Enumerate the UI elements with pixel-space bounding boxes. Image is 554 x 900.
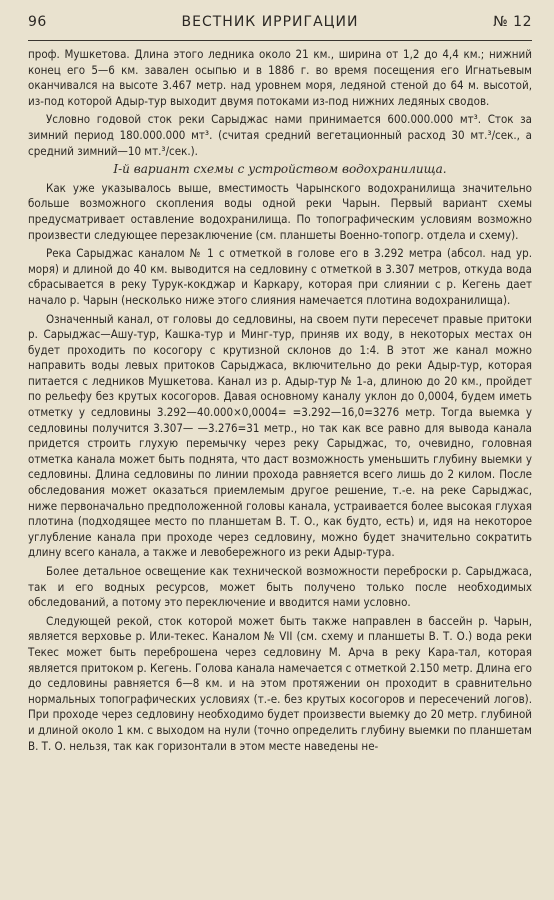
page-header — [28, 14, 532, 36]
section-heading: I-й вариант схемы с устройством водохранилища. — [113, 162, 447, 177]
paragraph: Как уже указывалось выше, вместимость Чарынского водохранилища значительно больше возможного скопления воды одной реки Чарын. Первый вариант схемы предусматривает оставление водохранилища. По топографическим условиям возможно произвести следующее перезаключение (см. планшеты Военно-топогр. отдела и схему). — [28, 180, 532, 242]
paragraph: Река Сарыджас каналом № 1 с отметкой в голове его в 3.292 метра (абсол. над ур. моря) и длиной до 40 км. выводится на седловину с отметкой в 3.307 метров, откуда вода сбрасывается в реку Турук-кокджар и Каркару, которая при слиянии с р. Кегень дает начало р. Чарын (несколько ниже этого слияния намечается плотина водохранилища). — [28, 246, 532, 307]
paragraph: Означенный канал, от головы до седловины, на своем пути пересечет правые притоки р. Сарыджас—Ашу-тур, Кашка-тур и Минг-тур, приняв их воду, в некоторых местах он будет проходить по косогору с крутизной склонов до 1:4. В этот же канал можно направить воды левых притоков Сарыджаса, включительно до реки Адыр-тур, которая питается с ледников Мушкетова. Канал из р. Адыр-тур № 1-а, длиною до 20 км., пройдет по рельефу без крутых косогоров. Давая основному каналу уклон до 0,0004, будем иметь отметку у седловины 3.292—40.000×0,0004= =3.292—16,0=3276 метр. Тогда выемка у седловины получится 3.307— —3.276=31 метр., но так как все равно для вывода канала придется строить глухую перемычку через реку Сарыджас, то, очевидно, головная отметка канала может быть поднята, что даст возможность уменьшить глубину выемки у седловины. Длина седловины по линии прохода равняется всего лишь до 2 килом. После обследования может оказаться приемлемым другое решение, т.-е. на реке Сарыджас, ниже первоначально предположенной головы канала, устраивается более высокая глухая плотина (подходящее место по планшетам В. Т. О., как будто, есть) и, идя на некоторое углубление канала при проходе через седловину, можно будет значительно сократить длину всего канала, а также и левобережного из реки Адыр-тура. — [28, 311, 532, 560]
issue-number: № 12 — [493, 14, 532, 30]
paragraph: Более детальное освещение как технической возможности переброски р. Сарыджаса, так и его водных ресурсов, может быть получено только после необходимых обследований, а потому это переключение и вводится нами условно. — [28, 564, 532, 610]
paragraph: проф. Мушкетова. Длина этого ледника около 21 км., ширина от 1,2 до 4,4 км.; нижний конец его 5—6 км. завален осыпью и в 1886 г. во время посещения его Игнатьевым оканчивался на высоте 3.467 метр. над уровнем моря, ледяной стеной до 64 м. высотой, из-под которой Адыр-тур выходит двумя потоками из-под нижних ледяных сводов. — [28, 47, 532, 108]
article-body — [28, 47, 532, 754]
page-number: 96 — [28, 14, 47, 30]
header-rule — [28, 40, 532, 41]
journal-title: ВЕСТНИК ИРРИГАЦИИ — [181, 14, 359, 30]
paragraph: Условно годовой сток реки Сарыджас нами принимается 600.000.000 мт³. Сток за зимний период 180.000.000 мт³. (считая средний вегетационный расход 30 мт.³/сек., а средний зимний—10 мт.³/сек.). — [28, 112, 532, 158]
paragraph: Следующей рекой, сток которой может быть также направлен в бассейн р. Чарын, является верховье р. Или-текес. Каналом № VII (см. схему и планшеты В. Т. О.) вода реки Текес может быть переброшена через седловину М. Арча в реку Кара-тал, которая является притоком р. Кегень. Голова канала намечается с отметкой 2.150 метр. Длина его до седловины равняется 6—8 км. и на этом протяжении он проходит в сравнительно нормальных топографических условиях (т.-е. без крутых косогоров и пересечений логов). При проходе через седловину необходимо будет произвести выемку до 20 метр. глубиной и длиной около 1 км. с выходом на нули (точно определить глубину выемки по планшетам В. Т. О. нельзя, так как горизонтали в этом месте наведены не- — [28, 613, 532, 753]
